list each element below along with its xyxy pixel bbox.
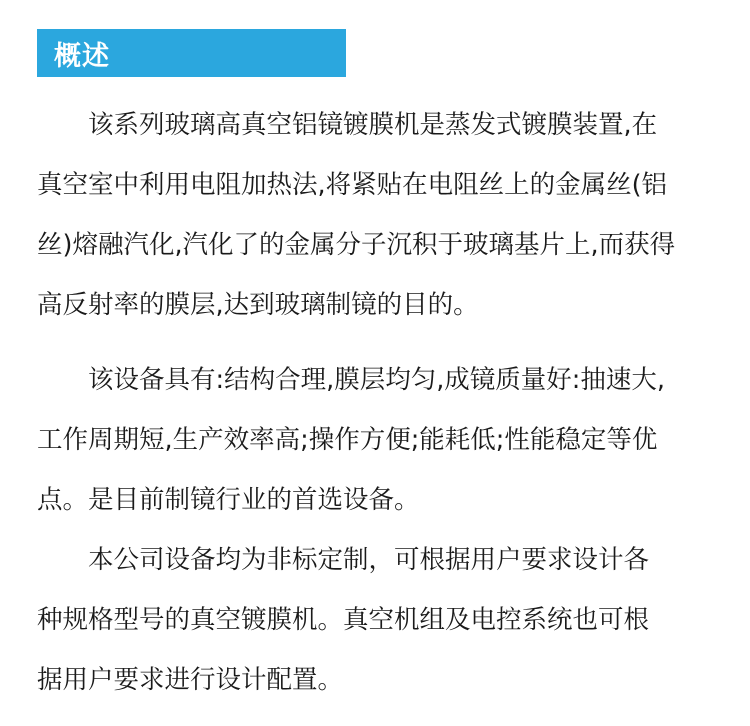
section-header (37, 29, 346, 77)
paragraph-2-line-1: 该设备具有:结构合理,膜层均匀,成镜质量好:抽速大, (88, 365, 666, 395)
paragraph-1-line-1: 该系列玻璃高真空铝镜镀膜机是蒸发式镀膜装置,在 (88, 110, 658, 140)
paragraph-3-line-1: 本公司设备均为非标定制，可根据用户要求设计各 (88, 545, 650, 575)
paragraph-2-line-2: 工作周期短,生产效率高;操作方便;能耗低;性能稳定等优 (37, 425, 658, 455)
paragraph-3-line-2: 种规格型号的真空镀膜机。真空机组及电控系统也可根 (37, 605, 650, 635)
paragraph-3-line-3: 据用户要求进行设计配置。 (37, 665, 344, 695)
paragraph-1-line-3: 丝)熔融汽化,汽化了的金属分子沉积于玻璃基片上,而获得 (37, 230, 676, 260)
paragraph-1-line-2: 真空室中利用电阻加热法,将紧贴在电阻丝上的金属丝(铝 (37, 170, 668, 200)
paragraph-2-line-3: 点。是目前制镜行业的首选设备。 (37, 485, 420, 515)
section-title: 概述 (54, 40, 110, 72)
paragraph-1-line-4: 高反射率的膜层,达到玻璃制镜的目的。 (37, 290, 479, 320)
